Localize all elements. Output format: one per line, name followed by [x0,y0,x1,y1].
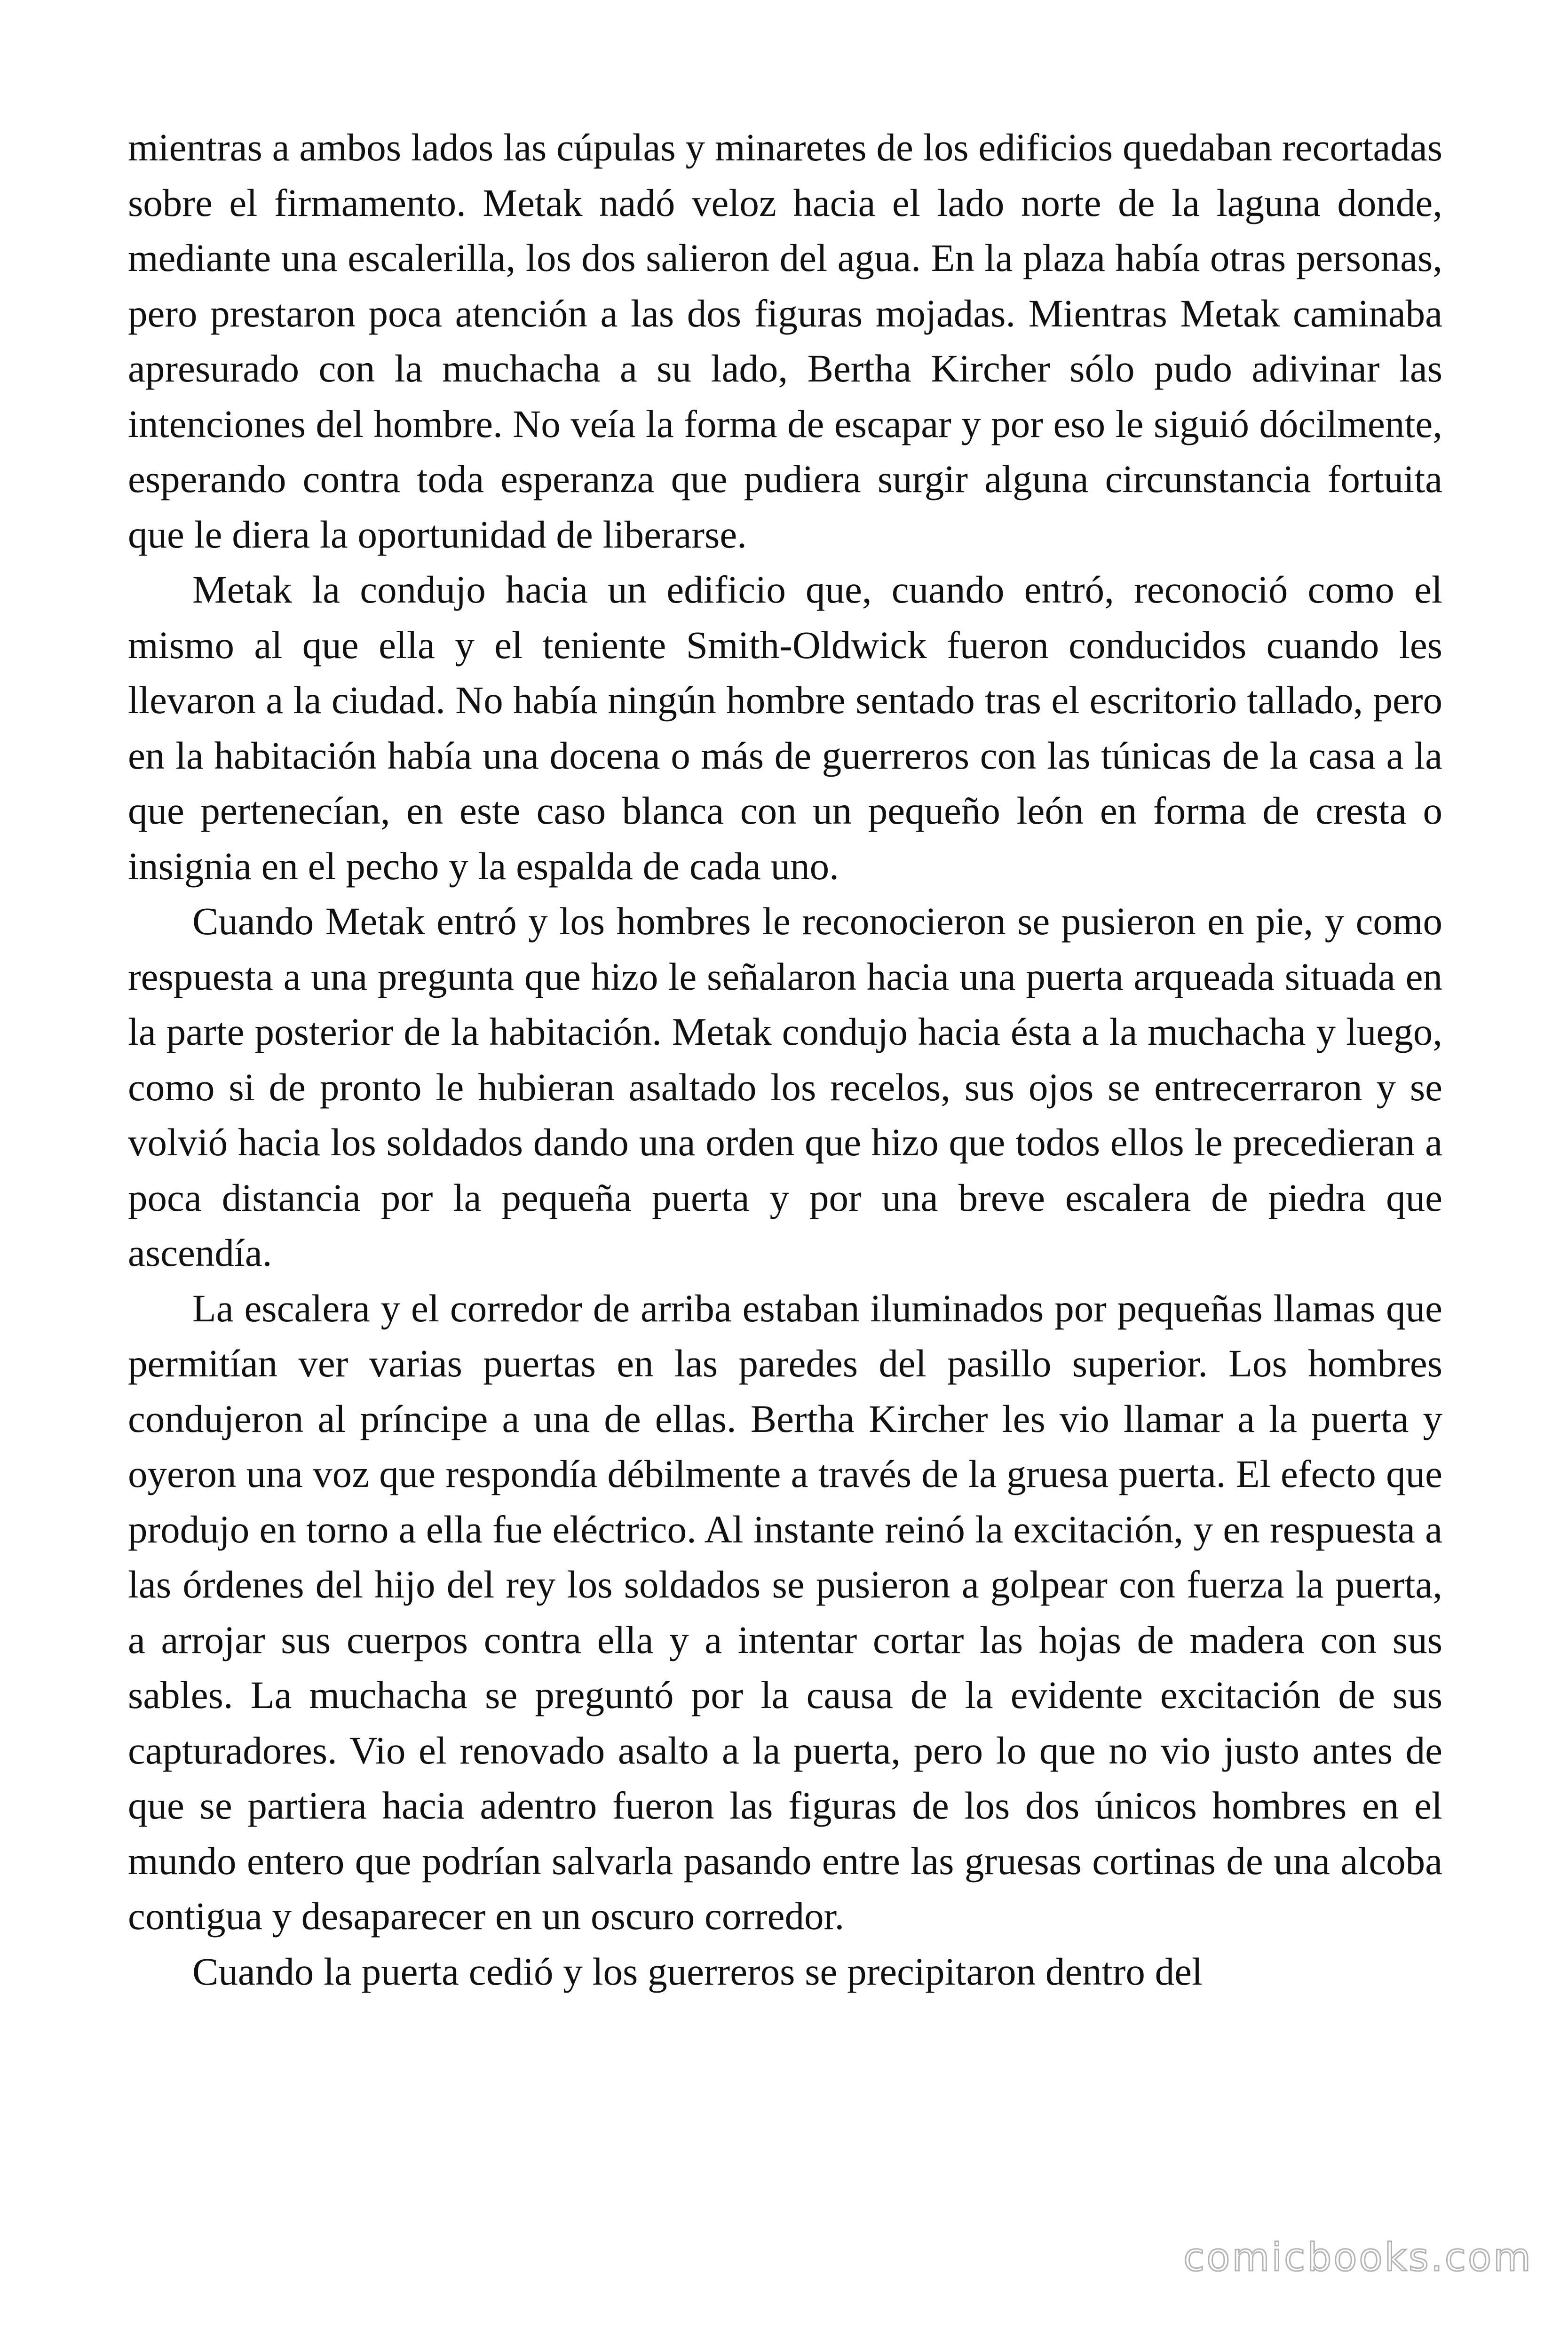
watermark: comicbooks.com [1183,2235,1533,2280]
paragraph-3: Cuando Metak entró y los hombres le reconocieron se pusieron en pie, y como respuesta a una pregunta que hizo le señalaron hacia una puerta arqueada situada en la parte posterior de la habitación. Metak condujo hacia ésta a la muchacha y luego, como si de pronto le hubieran asaltado los recelos, sus ojos se entrecerraron y se volvió hacia los soldados dando una orden que hizo que todos ellos le precedieran a poca distancia por la pequeña puerta y por una breve escalera de piedra que ascendía. [128,899,1442,1274]
paragraph-4: La escalera y el corredor de arriba estaban iluminados por pequeñas llamas que permitían ver varias puertas en las paredes del pasillo superior. Los hombres condujeron al príncipe a una de ellas. Bertha Kircher les vio llamar a la puerta y oyeron una voz que respondía débilmente a través de la gruesa puerta. El efecto que produjo en torno a ella fue eléctrico. Al instante reinó la excitación, y en respuesta a las órdenes del hijo del rey los soldados se pusieron a golpear con fuerza la puerta, a arrojar sus cuerpos contra ella y a intentar cortar las hojas de madera con sus sables. La muchacha se preguntó por la causa de la evidente excitación de sus capturadores. Vio el renovado asalto a la puerta, pero lo que no vio justo antes de que se partiera hacia adentro fueron las figuras de los dos únicos hombres en el mundo entero que podrían salvarla pasando entre las gruesas cortinas de una alcoba contigua y desaparecer en un oscuro corredor. [128,1286,1442,1938]
paragraph-5: Cuando la puerta cedió y los guerreros se precipitaron dentro del [192,1949,1203,1993]
paragraph-2: Metak la condujo hacia un edificio que, cuando entró, reconoció como el mismo al que ella y el teniente Smith-Oldwick fueron conducidos cuando les llevaron a la ciudad. No había ningún hombre sentado tras el escritorio tallado, pero en la habitación había una docena o más de guerreros con las túnicas de la casa a la que pertenecían, en este caso blanca con un pequeño león en forma de cresta o insignia en el pecho y la espalda de cada uno. [128,568,1442,888]
paragraph-1: mientras a ambos lados las cúpulas y minaretes de los edificios quedaban recortadas sobre el firmamento. Metak nadó veloz hacia el lado norte de la laguna donde, mediante una escalerilla, los dos salieron del agua. En la plaza había otras personas, pero prestaron poca atención a las dos figuras mojadas. Mientras Metak caminaba apresurado con la muchacha a su lado, Bertha Kircher sólo pudo adivinar las intenciones del hombre. No veía la forma de escapar y por eso le siguió dócilmente, esperando contra toda esperanza que pudiera surgir alguna circunstancia fortuita que le diera la oportunidad de liberarse. [128,126,1442,556]
page-body [128,120,1442,1999]
